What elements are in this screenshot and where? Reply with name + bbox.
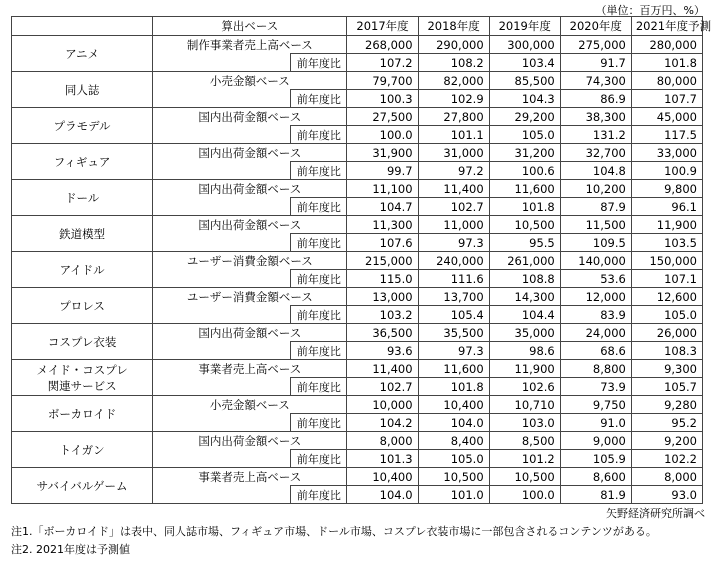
yoy-cell: 104.3 [489,90,560,108]
value-cell: 10,500 [489,216,560,234]
yoy-cell: 101.0 [418,486,489,504]
yoy-cell: 107.7 [631,90,702,108]
table-body [12,36,703,504]
yoy-cell: 68.6 [560,342,631,360]
calc-basis: 国内出荷金額ベース [153,216,347,234]
value-cell: 10,000 [347,396,418,414]
header-row [12,17,703,36]
value-cell: 8,500 [489,432,560,450]
yoy-cell: 81.9 [560,486,631,504]
market-name-line-2: 関連サービス [47,378,117,393]
yoy-cell: 101.8 [418,378,489,396]
value-cell: 9,800 [631,180,702,198]
value-cell: 27,500 [347,108,418,126]
note-1: 注1.「ボーカロイド」は表中、同人誌市場、フィギュア市場、ドール市場、コスプレ衣装市場に一部包含されるコンテンツがある。 [11,525,657,538]
table-row [12,252,703,270]
yoy-cell: 97.2 [418,162,489,180]
yoy-cell: 97.3 [418,342,489,360]
table-row [12,216,703,234]
value-cell: 24,000 [560,324,631,342]
calc-basis: ユーザー消費金額ベース [153,288,347,306]
yoy-cell: 107.6 [347,234,418,252]
yoy-cell: 91.7 [560,54,631,72]
yoy-cell: 103.0 [489,414,560,432]
calc-basis-spacer [153,198,291,216]
market-name-line: アニメ [65,46,100,61]
yoy-cell: 105.0 [631,306,702,324]
yoy-cell: 104.7 [347,198,418,216]
market-name-line: 同人誌 [64,82,100,97]
value-cell: 85,500 [489,72,560,90]
unit-label: （単位：百万円、%） [595,4,705,17]
value-cell: 11,900 [631,216,702,234]
yoy-cell: 108.3 [631,342,702,360]
value-cell: 8,600 [560,468,631,486]
market-name-line: アイドル [59,262,105,277]
value-cell: 26,000 [631,324,702,342]
table-row [12,36,703,54]
yoy-cell: 101.8 [489,198,560,216]
calc-basis: ユーザー消費金額ベース [153,252,347,270]
value-cell: 35,000 [489,324,560,342]
value-cell: 13,700 [418,288,489,306]
yoy-cell: 102.7 [347,378,418,396]
yoy-cell: 101.1 [418,126,489,144]
value-cell: 280,000 [631,36,702,54]
calc-basis: 国内出荷金額ベース [153,180,347,198]
market-name [12,252,153,288]
yoy-cell: 99.7 [347,162,418,180]
value-cell: 9,280 [631,396,702,414]
value-cell: 9,750 [560,396,631,414]
yoy-cell: 53.6 [560,270,631,288]
value-cell: 300,000 [489,36,560,54]
header-year-2020: 2020年度 [560,17,631,36]
yoy-cell: 111.6 [418,270,489,288]
value-cell: 11,600 [418,360,489,378]
value-cell: 79,700 [347,72,418,90]
yoy-cell: 98.6 [489,342,560,360]
value-cell: 8,800 [560,360,631,378]
calc-basis: 国内出荷金額ベース [153,432,347,450]
yoy-cell: 105.9 [560,450,631,468]
header-year-2021-forecast: 2021年度予測 [631,17,702,36]
header-basis: 算出ベース [153,17,347,36]
yoy-label: 前年度比 [291,486,347,504]
yoy-label: 前年度比 [291,198,347,216]
value-cell: 31,900 [347,144,418,162]
yoy-label: 前年度比 [291,342,347,360]
yoy-cell: 104.4 [489,306,560,324]
calc-basis-spacer [153,126,291,144]
value-cell: 261,000 [489,252,560,270]
table-row [12,180,703,198]
yoy-cell: 101.3 [347,450,418,468]
yoy-cell: 107.1 [631,270,702,288]
value-cell: 9,000 [560,432,631,450]
value-cell: 74,300 [560,72,631,90]
value-cell: 10,400 [418,396,489,414]
yoy-cell: 102.6 [489,378,560,396]
value-cell: 8,000 [631,468,702,486]
value-cell: 11,900 [489,360,560,378]
market-name [12,144,153,180]
yoy-cell: 103.2 [347,306,418,324]
value-cell: 35,500 [418,324,489,342]
yoy-label: 前年度比 [291,378,347,396]
calc-basis: 小売金額ベース [153,396,347,414]
market-name-line: サバイバルゲーム [36,478,128,493]
yoy-cell: 115.0 [347,270,418,288]
value-cell: 82,000 [418,72,489,90]
yoy-cell: 73.9 [560,378,631,396]
value-cell: 36,500 [347,324,418,342]
market-name-line: フィギュア [53,154,111,169]
yoy-cell: 104.8 [560,162,631,180]
value-cell: 10,500 [418,468,489,486]
yoy-cell: 105.0 [489,126,560,144]
market-name [12,288,153,324]
yoy-cell: 103.5 [631,234,702,252]
value-cell: 150,000 [631,252,702,270]
calc-basis-spacer [153,90,291,108]
value-cell: 27,800 [418,108,489,126]
yoy-cell: 102.2 [631,450,702,468]
value-cell: 215,000 [347,252,418,270]
yoy-cell: 100.0 [347,126,418,144]
market-name-line: ボーカロイド [47,406,117,421]
value-cell: 8,400 [418,432,489,450]
value-cell: 38,300 [560,108,631,126]
value-cell: 45,000 [631,108,702,126]
value-cell: 11,300 [347,216,418,234]
note-2: 注2. 2021年度は予測値 [11,543,130,556]
value-cell: 31,200 [489,144,560,162]
market-name-line: コスプレ衣装 [47,334,117,349]
yoy-cell: 107.2 [347,54,418,72]
value-cell: 10,500 [489,468,560,486]
yoy-label: 前年度比 [291,234,347,252]
table-row [12,360,703,378]
calc-basis: 国内出荷金額ベース [153,108,347,126]
market-name [12,360,153,396]
yoy-cell: 97.3 [418,234,489,252]
yoy-cell: 103.4 [489,54,560,72]
calc-basis-spacer [153,270,291,288]
yoy-label: 前年度比 [291,54,347,72]
market-name [12,72,153,108]
table-row [12,432,703,450]
yoy-cell: 102.9 [418,90,489,108]
calc-basis-spacer [153,486,291,504]
value-cell: 11,400 [347,360,418,378]
value-cell: 32,700 [560,144,631,162]
yoy-cell: 100.6 [489,162,560,180]
yoy-cell: 83.9 [560,306,631,324]
yoy-cell: 105.0 [418,450,489,468]
value-cell: 290,000 [418,36,489,54]
yoy-cell: 87.9 [560,198,631,216]
calc-basis-spacer [153,414,291,432]
value-cell: 12,000 [560,288,631,306]
value-cell: 8,000 [347,432,418,450]
value-cell: 11,000 [418,216,489,234]
table-row [12,108,703,126]
table-row [12,144,703,162]
yoy-cell: 104.2 [347,414,418,432]
calc-basis-spacer [153,378,291,396]
value-cell: 268,000 [347,36,418,54]
calc-basis-spacer [153,450,291,468]
yoy-label: 前年度比 [291,90,347,108]
value-cell: 13,000 [347,288,418,306]
yoy-cell: 100.9 [631,162,702,180]
calc-basis: 事業者売上高ベース [153,360,347,378]
market-name-line: ドール [64,190,100,205]
market-size-table [11,16,712,504]
yoy-label: 前年度比 [291,450,347,468]
yoy-cell: 101.8 [631,54,702,72]
value-cell: 275,000 [560,36,631,54]
yoy-cell: 109.5 [560,234,631,252]
value-cell: 9,200 [631,432,702,450]
table-row [12,288,703,306]
header-year-2017: 2017年度 [347,17,418,36]
market-name [12,108,153,144]
market-name-line: トイガン [59,442,105,457]
calc-basis: 事業者売上高ベース [153,468,347,486]
market-name [12,324,153,360]
value-cell: 33,000 [631,144,702,162]
yoy-cell: 100.3 [347,90,418,108]
yoy-cell: 93.0 [631,486,702,504]
market-name [12,216,153,252]
calc-basis-spacer [153,54,291,72]
market-name-line: 鉄道模型 [59,226,106,241]
source-label: 矢野経済研究所調べ [606,507,705,520]
value-cell: 31,000 [418,144,489,162]
yoy-cell: 102.7 [418,198,489,216]
header-market [12,17,153,36]
yoy-cell: 95.5 [489,234,560,252]
yoy-cell: 101.2 [489,450,560,468]
calc-basis-spacer [153,234,291,252]
yoy-cell: 117.5 [631,126,702,144]
market-name [12,36,153,72]
yoy-cell: 131.2 [560,126,631,144]
market-name [12,396,153,432]
value-cell: 80,000 [631,72,702,90]
value-cell: 9,300 [631,360,702,378]
yoy-cell: 95.2 [631,414,702,432]
yoy-cell: 104.0 [418,414,489,432]
yoy-cell: 105.4 [418,306,489,324]
table-row [12,468,703,486]
yoy-label: 前年度比 [291,414,347,432]
value-cell: 140,000 [560,252,631,270]
value-cell: 14,300 [489,288,560,306]
market-name [12,432,153,468]
table-row [12,324,703,342]
yoy-label: 前年度比 [291,270,347,288]
yoy-cell: 105.7 [631,378,702,396]
market-name-line: プロレス [59,298,105,313]
calc-basis: 制作事業者売上高ベース [153,36,347,54]
market-name [12,180,153,216]
value-cell: 12,600 [631,288,702,306]
value-cell: 10,400 [347,468,418,486]
value-cell: 11,400 [418,180,489,198]
yoy-label: 前年度比 [291,306,347,324]
calc-basis-spacer [153,306,291,324]
table-row [12,72,703,90]
value-cell: 240,000 [418,252,489,270]
market-name-line: プラモデル [53,118,111,133]
yoy-cell: 91.0 [560,414,631,432]
table-row [12,396,703,414]
value-cell: 11,600 [489,180,560,198]
yoy-cell: 96.1 [631,198,702,216]
header-year-2019: 2019年度 [489,17,560,36]
yoy-cell: 108.2 [418,54,489,72]
market-name [12,468,153,504]
yoy-cell: 93.6 [347,342,418,360]
yoy-label: 前年度比 [291,162,347,180]
value-cell: 11,500 [560,216,631,234]
calc-basis: 小売金額ベース [153,72,347,90]
calc-basis-spacer [153,342,291,360]
market-name-line: メイド・コスプレ [36,362,128,377]
calc-basis: 国内出荷金額ベース [153,324,347,342]
header-year-2018: 2018年度 [418,17,489,36]
value-cell: 10,710 [489,396,560,414]
value-cell: 11,100 [347,180,418,198]
value-cell: 29,200 [489,108,560,126]
yoy-cell: 104.0 [347,486,418,504]
yoy-cell: 108.8 [489,270,560,288]
value-cell: 10,200 [560,180,631,198]
calc-basis: 国内出荷金額ベース [153,144,347,162]
calc-basis-spacer [153,162,291,180]
yoy-label: 前年度比 [291,126,347,144]
yoy-cell: 86.9 [560,90,631,108]
yoy-cell: 100.0 [489,486,560,504]
